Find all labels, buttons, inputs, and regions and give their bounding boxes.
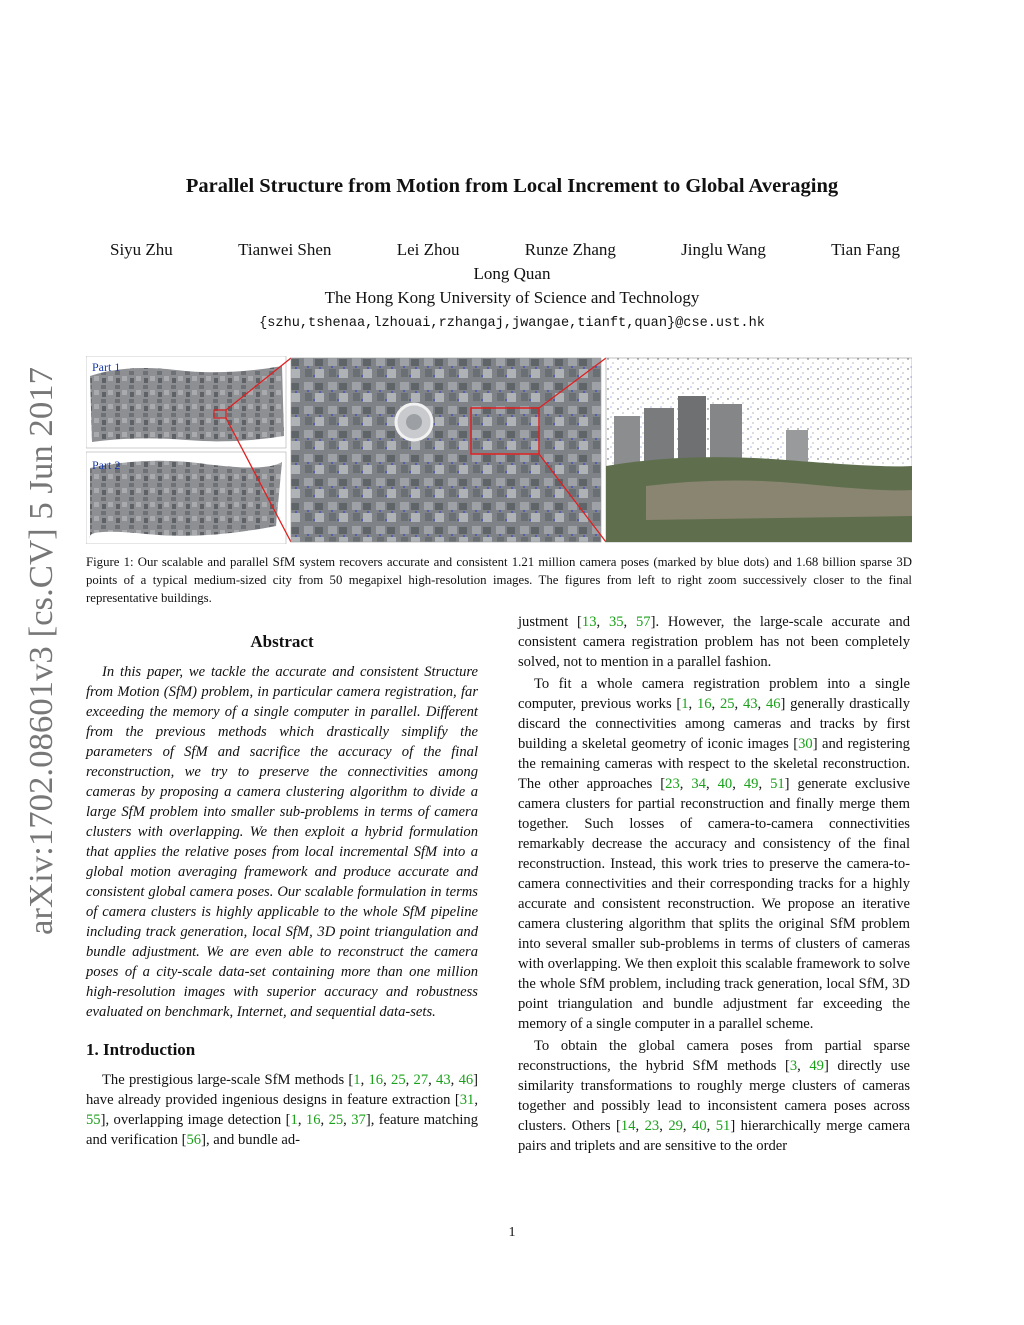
citation-link[interactable]: 56	[186, 1132, 202, 1148]
citation-link[interactable]: 23	[644, 1118, 660, 1134]
citation-link[interactable]: 55	[86, 1112, 101, 1128]
paragraph-text: ] directly use similarity transformations to roughly merge clusters of cameras together and possibly lead to inconsistent camera poses across clusters. Others [	[518, 1058, 910, 1134]
author: Siyu Zhu	[110, 240, 173, 259]
citation-link[interactable]: 40	[692, 1118, 707, 1134]
arxiv-stamp	[20, 365, 62, 935]
paragraph-text: ,	[797, 1058, 810, 1074]
intro-paragraph	[518, 612, 910, 672]
citation-link[interactable]: 31	[459, 1092, 475, 1108]
figure-caption: Figure 1: Our scalable and parallel SfM system recovers accurate and consistent 1.21 million camera poses (marked by blue dots) and 1.68 billion sparse 3D points of a typical medium-sized city from 50 megapixel high-resolution images. The figures from left to right zoom successively closer to the final representative buildings.	[86, 555, 912, 605]
section-heading-introduction: 1. Introduction	[86, 1040, 196, 1059]
citation-link[interactable]: 30	[798, 736, 813, 752]
paragraph-text: ] generally drastically discard the connectivities among cameras and tracks by first building a skeletal geometry of iconic images [	[518, 696, 910, 752]
paragraph-text: ]. However, the large-scale accurate and consistent camera registration problem has not been completely solved, not to mention in a parallel fashion.	[518, 614, 910, 670]
citation-link[interactable]: 16	[696, 696, 712, 712]
paragraph-text: ] and registering the remaining cameras with respect to the skeletal reconstruction. The other approaches [	[518, 736, 910, 792]
affiliation: The Hong Kong University of Science and Technology	[324, 288, 700, 307]
paragraph-text: ,	[596, 614, 609, 630]
citation-link[interactable]: 23	[665, 776, 680, 792]
paragraph-text: ], and bundle ad-	[201, 1132, 300, 1148]
paragraph-text: ,	[343, 1112, 352, 1128]
abstract-heading: Abstract	[250, 632, 314, 651]
citation-link[interactable]: 25	[328, 1112, 344, 1128]
author: Runze Zhang	[524, 240, 616, 259]
citation-link[interactable]: 43	[436, 1072, 451, 1088]
citation-link[interactable]: 25	[391, 1072, 406, 1088]
paragraph-text: ,	[758, 776, 771, 792]
paper-title: Parallel Structure from Motion from Local Increment to Global Averaging	[185, 175, 839, 197]
paragraph-text: ], overlapping image detection [	[100, 1112, 291, 1128]
paragraph-text: ] hierarchically merge camera pairs and triplets and are sensitive to the order	[518, 1118, 911, 1154]
author-list	[110, 240, 900, 260]
figure-panel-aerial	[291, 358, 601, 542]
paragraph-text: To fit a whole camera registration problem into a single computer, previous works [	[518, 676, 910, 712]
paragraph-text: ,	[474, 1092, 478, 1108]
citation-link[interactable]: 25	[719, 696, 735, 712]
figure-panel-part1	[86, 356, 286, 448]
paragraph-text: ,	[757, 696, 766, 712]
citation-link[interactable]: 27	[413, 1072, 429, 1088]
paragraph-text: justment [	[518, 614, 582, 630]
figure-panel-pointcloud	[606, 358, 912, 542]
paragraph-text: ,	[705, 776, 718, 792]
author: Long Quan	[473, 264, 551, 283]
author: Lei Zhou	[396, 240, 460, 259]
paragraph-text: The prestigious large-scale SfM methods [	[102, 1072, 354, 1088]
email: {szhu,tshenaa,lzhouai,rzhangaj,jwangae,tianft,quan}@cse.ust.hk	[259, 316, 765, 331]
citation-link[interactable]: 1	[681, 696, 689, 712]
citation-link[interactable]: 34	[691, 776, 706, 792]
figure-panel-part2	[86, 452, 286, 544]
author: Tian Fang	[831, 240, 900, 259]
paragraph-text: ,	[383, 1072, 392, 1088]
paragraph-text: ,	[688, 696, 697, 712]
citation-link[interactable]: 16	[305, 1112, 321, 1128]
left-column	[86, 632, 478, 1150]
page-number: 1	[508, 1225, 516, 1240]
part1-label: Part 1	[92, 360, 121, 374]
paragraph-text: ], feature matching and verification [	[86, 1112, 479, 1148]
citation-link[interactable]: 16	[368, 1072, 384, 1088]
citation-link[interactable]: 37	[351, 1112, 366, 1128]
paragraph-text: ,	[320, 1112, 329, 1128]
figure-1	[86, 356, 912, 544]
citation-link[interactable]: 46	[458, 1072, 474, 1088]
citation-link[interactable]: 49	[743, 776, 759, 792]
paragraph-text: To obtain the global camera poses from partial sparse reconstructions, the hybrid SfM methods [	[518, 1038, 910, 1074]
paragraph-text: ,	[428, 1072, 437, 1088]
citation-link[interactable]: 43	[742, 696, 758, 712]
citation-link[interactable]: 46	[765, 696, 781, 712]
paragraph-text: ,	[679, 776, 692, 792]
citation-link[interactable]: 1	[290, 1112, 298, 1128]
citation-link[interactable]: 14	[620, 1118, 636, 1134]
paragraph-text: ,	[711, 696, 720, 712]
citation-link[interactable]: 13	[581, 614, 597, 630]
citation-link[interactable]: 49	[809, 1058, 824, 1074]
paragraph-text: ,	[732, 776, 744, 792]
intro-paragraph	[518, 1036, 910, 1156]
citation-link[interactable]: 51	[770, 776, 785, 792]
author: Jinglu Wang	[681, 240, 766, 259]
intro-paragraph	[518, 674, 910, 1034]
paragraph-text: ,	[682, 1118, 693, 1134]
paragraph-text: ] generate exclusive camera clusters for partial reconstruction and finally merge them together. Such losses of camera-to-camera connectivities remarkably decrease the accuracy and consistency of the final reconstruction. Instead, this work tries to preserve the camera-to-camera connectivities and their corresponding tracks for a highly accurate and consistent reconstruction. We propose an iterative camera clustering algorithm that splits the original SfM problem into several smaller sub-problems in terms of clusters of cameras with overlapping. We then exploit this scalable framework to solve the whole SfM problem, including track generation, local SfM, 3D point triangulation and bundle adjustment far exceeding the memory of a single computer in a parallel scheme.	[518, 776, 911, 1032]
right-column	[518, 612, 910, 1156]
paragraph-text: ] have already provided ingenious designs in feature extraction [	[86, 1072, 479, 1108]
part2-label: Part 2	[92, 458, 121, 472]
citation-link[interactable]: 40	[717, 776, 733, 792]
paragraph-text: ,	[405, 1072, 414, 1088]
abstract-body: In this paper, we tackle the accurate and consistent Structure from Motion (SfM) problem, in particular camera registration, far exceeding the memory of a single computer in parallel. Different from the previous methods which drastically simplify the parameters of SfM and sacrifice the accuracy of the final reconstruction, we try to preserve the connectivities among cameras by proposing a camera clustering algorithm to divide a large SfM problem into smaller sub-problems in terms of camera clusters with overlapping. We then exploit a hybrid formulation that applies the relative poses from local incremental SfM into a global motion averaging framework and produce accurate and consistent global camera poses. Our scalable formulation in terms of camera clusters is highly applicable to the whole SfM pipeline including track generation, local SfM, 3D point triangulation and bundle adjustment. We are even able to reconstruct the camera poses of a city-scale data-set containing more than one million high-resolution images with superior accuracy and robustness evaluated on benchmark, Internet, and sequential data-sets.	[86, 664, 478, 1020]
citation-link[interactable]: 35	[608, 614, 624, 630]
citation-link[interactable]: 1	[353, 1072, 361, 1088]
paragraph-text: ,	[450, 1072, 459, 1088]
citation-link[interactable]: 29	[668, 1118, 683, 1134]
citation-link[interactable]: 3	[789, 1058, 798, 1074]
citation-link[interactable]: 57	[635, 614, 651, 630]
arxiv-stamp-text: arXiv:1702.08601v3 [cs.CV] 5 Jun 2017	[23, 379, 60, 935]
paragraph-text: ,	[734, 696, 743, 712]
paragraph-text: ,	[297, 1112, 306, 1128]
paragraph-text: ,	[635, 1118, 645, 1134]
citation-link[interactable]: 51	[715, 1118, 731, 1134]
intro-paragraph	[86, 1070, 478, 1150]
paragraph-text: ,	[706, 1118, 716, 1134]
paragraph-text: ,	[623, 614, 636, 630]
author: Tianwei Shen	[238, 240, 332, 259]
paragraph-text: ,	[659, 1118, 669, 1134]
paragraph-text: ,	[360, 1072, 369, 1088]
